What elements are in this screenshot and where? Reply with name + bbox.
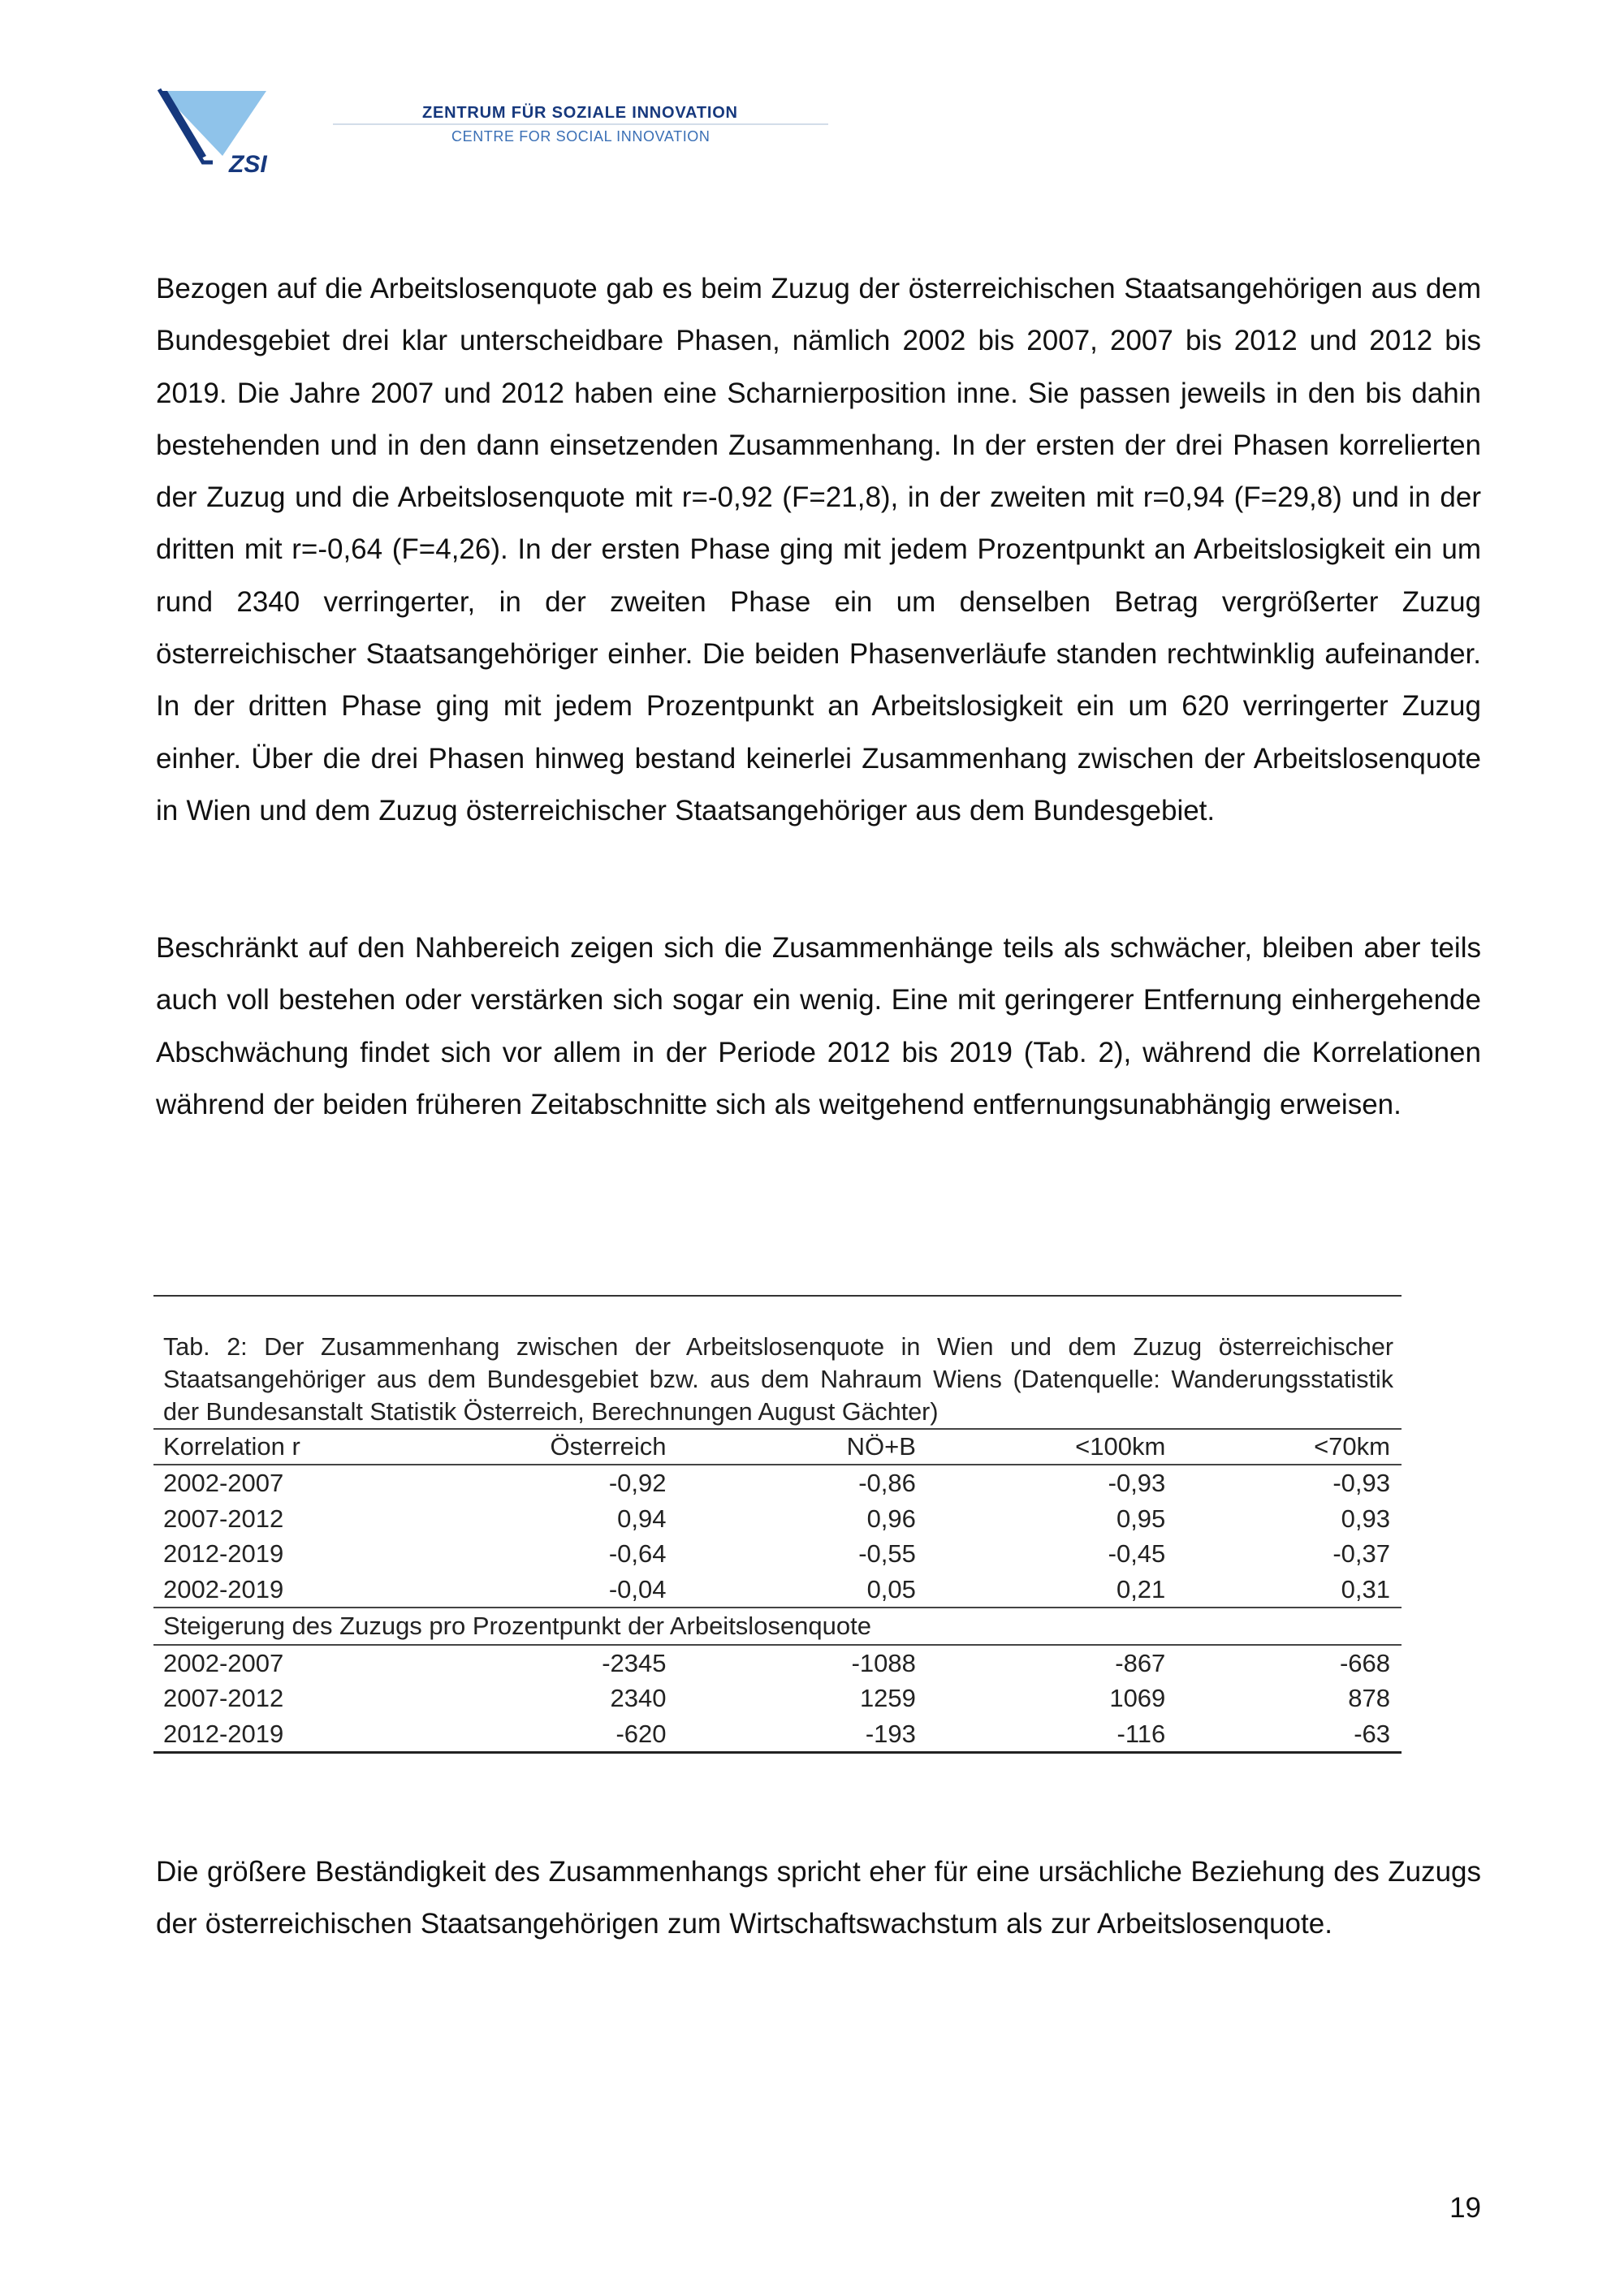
paragraph-2: Beschränkt auf den Nahbereich zeigen sich die Zusammenhänge teils als schwächer, bleiben aber teils auch voll bestehen oder verstärken sich sogar ein wenig. Eine mit geringerer Entfernung einhergehende Abschwächung findet sich vor allem in der Periode 2012 bis 2019 (Tab. 2), während die Korrelationen während der beiden früheren Zeitabschnitte sich als weitgehend entfernungsunabhängig erweisen. [156,932,1481,1120]
table-row [153,1645,1402,1681]
cell-70km: -0,93 [1332,1469,1390,1497]
cell-oesterreich: -620 [478,1716,678,1753]
paragraph-3: Die größere Beständigkeit des Zusammenhangs spricht eher für eine ursächliche Beziehung des Zuzugs der österreichischen Staatsangehörigen zum Wirtschaftswachstum als zur Arbeitslosenquote. [156,1856,1481,1940]
header-70km: <70km [1177,1429,1402,1465]
row-period: 2007-2012 [163,1504,284,1533]
table-row [153,1465,1402,1501]
table-top-rule [153,1295,1402,1297]
row-period: 2002-2019 [163,1574,284,1603]
row-period: 2012-2019 [153,1716,478,1753]
header-noe-b: NÖ+B [678,1429,927,1465]
cell-70km: 0,93 [1341,1504,1390,1533]
table-2 [153,1295,1402,1754]
cell-oesterreich: 2340 [610,1684,667,1712]
cell-70km: -0,37 [1332,1539,1390,1568]
cell-noe-b: -0,86 [858,1469,916,1497]
cell-oesterreich: -0,92 [608,1469,667,1497]
cell-70km: 0,31 [1341,1574,1390,1603]
cell-oesterreich: 0,94 [617,1504,667,1533]
row-period: 2007-2012 [163,1684,284,1712]
cell-70km: 878 [1348,1684,1390,1712]
cell-100km: -867 [1115,1648,1166,1677]
cell-100km: -0,45 [1108,1539,1166,1568]
cell-100km: 0,95 [1116,1504,1166,1533]
cell-70km: -668 [1339,1648,1390,1677]
cell-oesterreich: -0,04 [608,1574,667,1603]
cell-noe-b: -193 [678,1716,927,1753]
cell-noe-b: -1088 [851,1648,916,1677]
cell-noe-b: -0,55 [858,1539,916,1568]
table-row [153,1716,1402,1753]
row-period: 2012-2019 [163,1539,284,1568]
cell-100km: 0,21 [1116,1574,1166,1603]
table-row [153,1536,1402,1572]
org-name-de: ZENTRUM FÜR SOZIALE INNOVATION [422,104,738,122]
header-100km: <100km [927,1429,1177,1465]
table-row [153,1572,1402,1608]
cell-100km: -0,93 [1108,1469,1166,1497]
header-korrelation: Korrelation r [153,1429,478,1465]
zsi-logo-text: ZSI [229,151,267,178]
cell-noe-b: 1259 [859,1684,916,1712]
row-period: 2002-2007 [163,1469,284,1497]
cell-noe-b: 0,96 [866,1504,916,1533]
table-row [153,1681,1402,1716]
cell-100km: 1069 [1109,1684,1166,1712]
cell-noe-b: 0,05 [866,1574,916,1603]
table-header-row [153,1429,1402,1465]
table-row [153,1501,1402,1537]
correlation-table [153,1428,1402,1754]
cell-100km: -116 [927,1716,1177,1753]
table-section-row [153,1608,1402,1645]
cell-oesterreich: -0,64 [608,1539,667,1568]
page-number: 19 [1449,2192,1481,2224]
row-period: 2002-2007 [163,1648,284,1677]
header-oesterreich: Österreich [478,1429,678,1465]
table-caption: Tab. 2: Der Zusammenhang zwischen der Arbeitslosenquote in Wien und dem Zuzug österreichischer Staatsangehöriger aus dem Bundesgebiet bzw. aus dem Nahraum Wiens (Datenquelle: Wanderungsstatistik der Bundesanstalt Statistik Österreich, Berechnungen August Gächter) [163,1333,1393,1426]
section-label: Steigerung des Zuzugs pro Prozentpunkt der Arbeitslosenquote [153,1608,1402,1645]
org-name-en: CENTRE FOR SOCIAL INNOVATION [451,128,710,145]
paragraph-1: Bezogen auf die Arbeitslosenquote gab es beim Zuzug der österreichischen Staatsangehörigen aus dem Bundesgebiet drei klar unterscheidbare Phasen, nämlich 2002 bis 2007, 2007 bis 2012 und 2012 bis 2019. Die Jahre 2007 und 2012 haben eine Scharnierposition inne. Sie passen jeweils in den bis dahin bestehenden und in den dann einsetzenden Zusammenhang. In der ersten der drei Phasen korrelierten der Zuzug und die Arbeitslosenquote mit r=-0,92 (F=21,8), in der zweiten mit r=0,94 (F=29,8) und in der dritten mit r=-0,64 (F=4,26). In der ersten Phase ging mit jedem Prozentpunkt an Arbeitslosigkeit ein um rund 2340 verringerter, in der zweiten Phase ein um denselben Betrag vergrößerter Zuzug österreichischer Staatsangehöriger einher. Die beiden Phasenverläufe standen rechtwinklig aufeinander. In der dritten Phase ging mit jedem Prozentpunkt an Arbeitslosigkeit ein um 620 verringerter Zuzug einher. Über die drei Phasen hinweg bestand keinerlei Zusammenhang zwischen der Arbeitslosenquote in Wien und dem Zuzug österreichischer Staatsangehöriger aus dem Bundesgebiet. [156,273,1481,826]
cell-70km: -63 [1177,1716,1402,1753]
cell-oesterreich: -2345 [602,1648,667,1677]
header-rule [333,123,828,125]
